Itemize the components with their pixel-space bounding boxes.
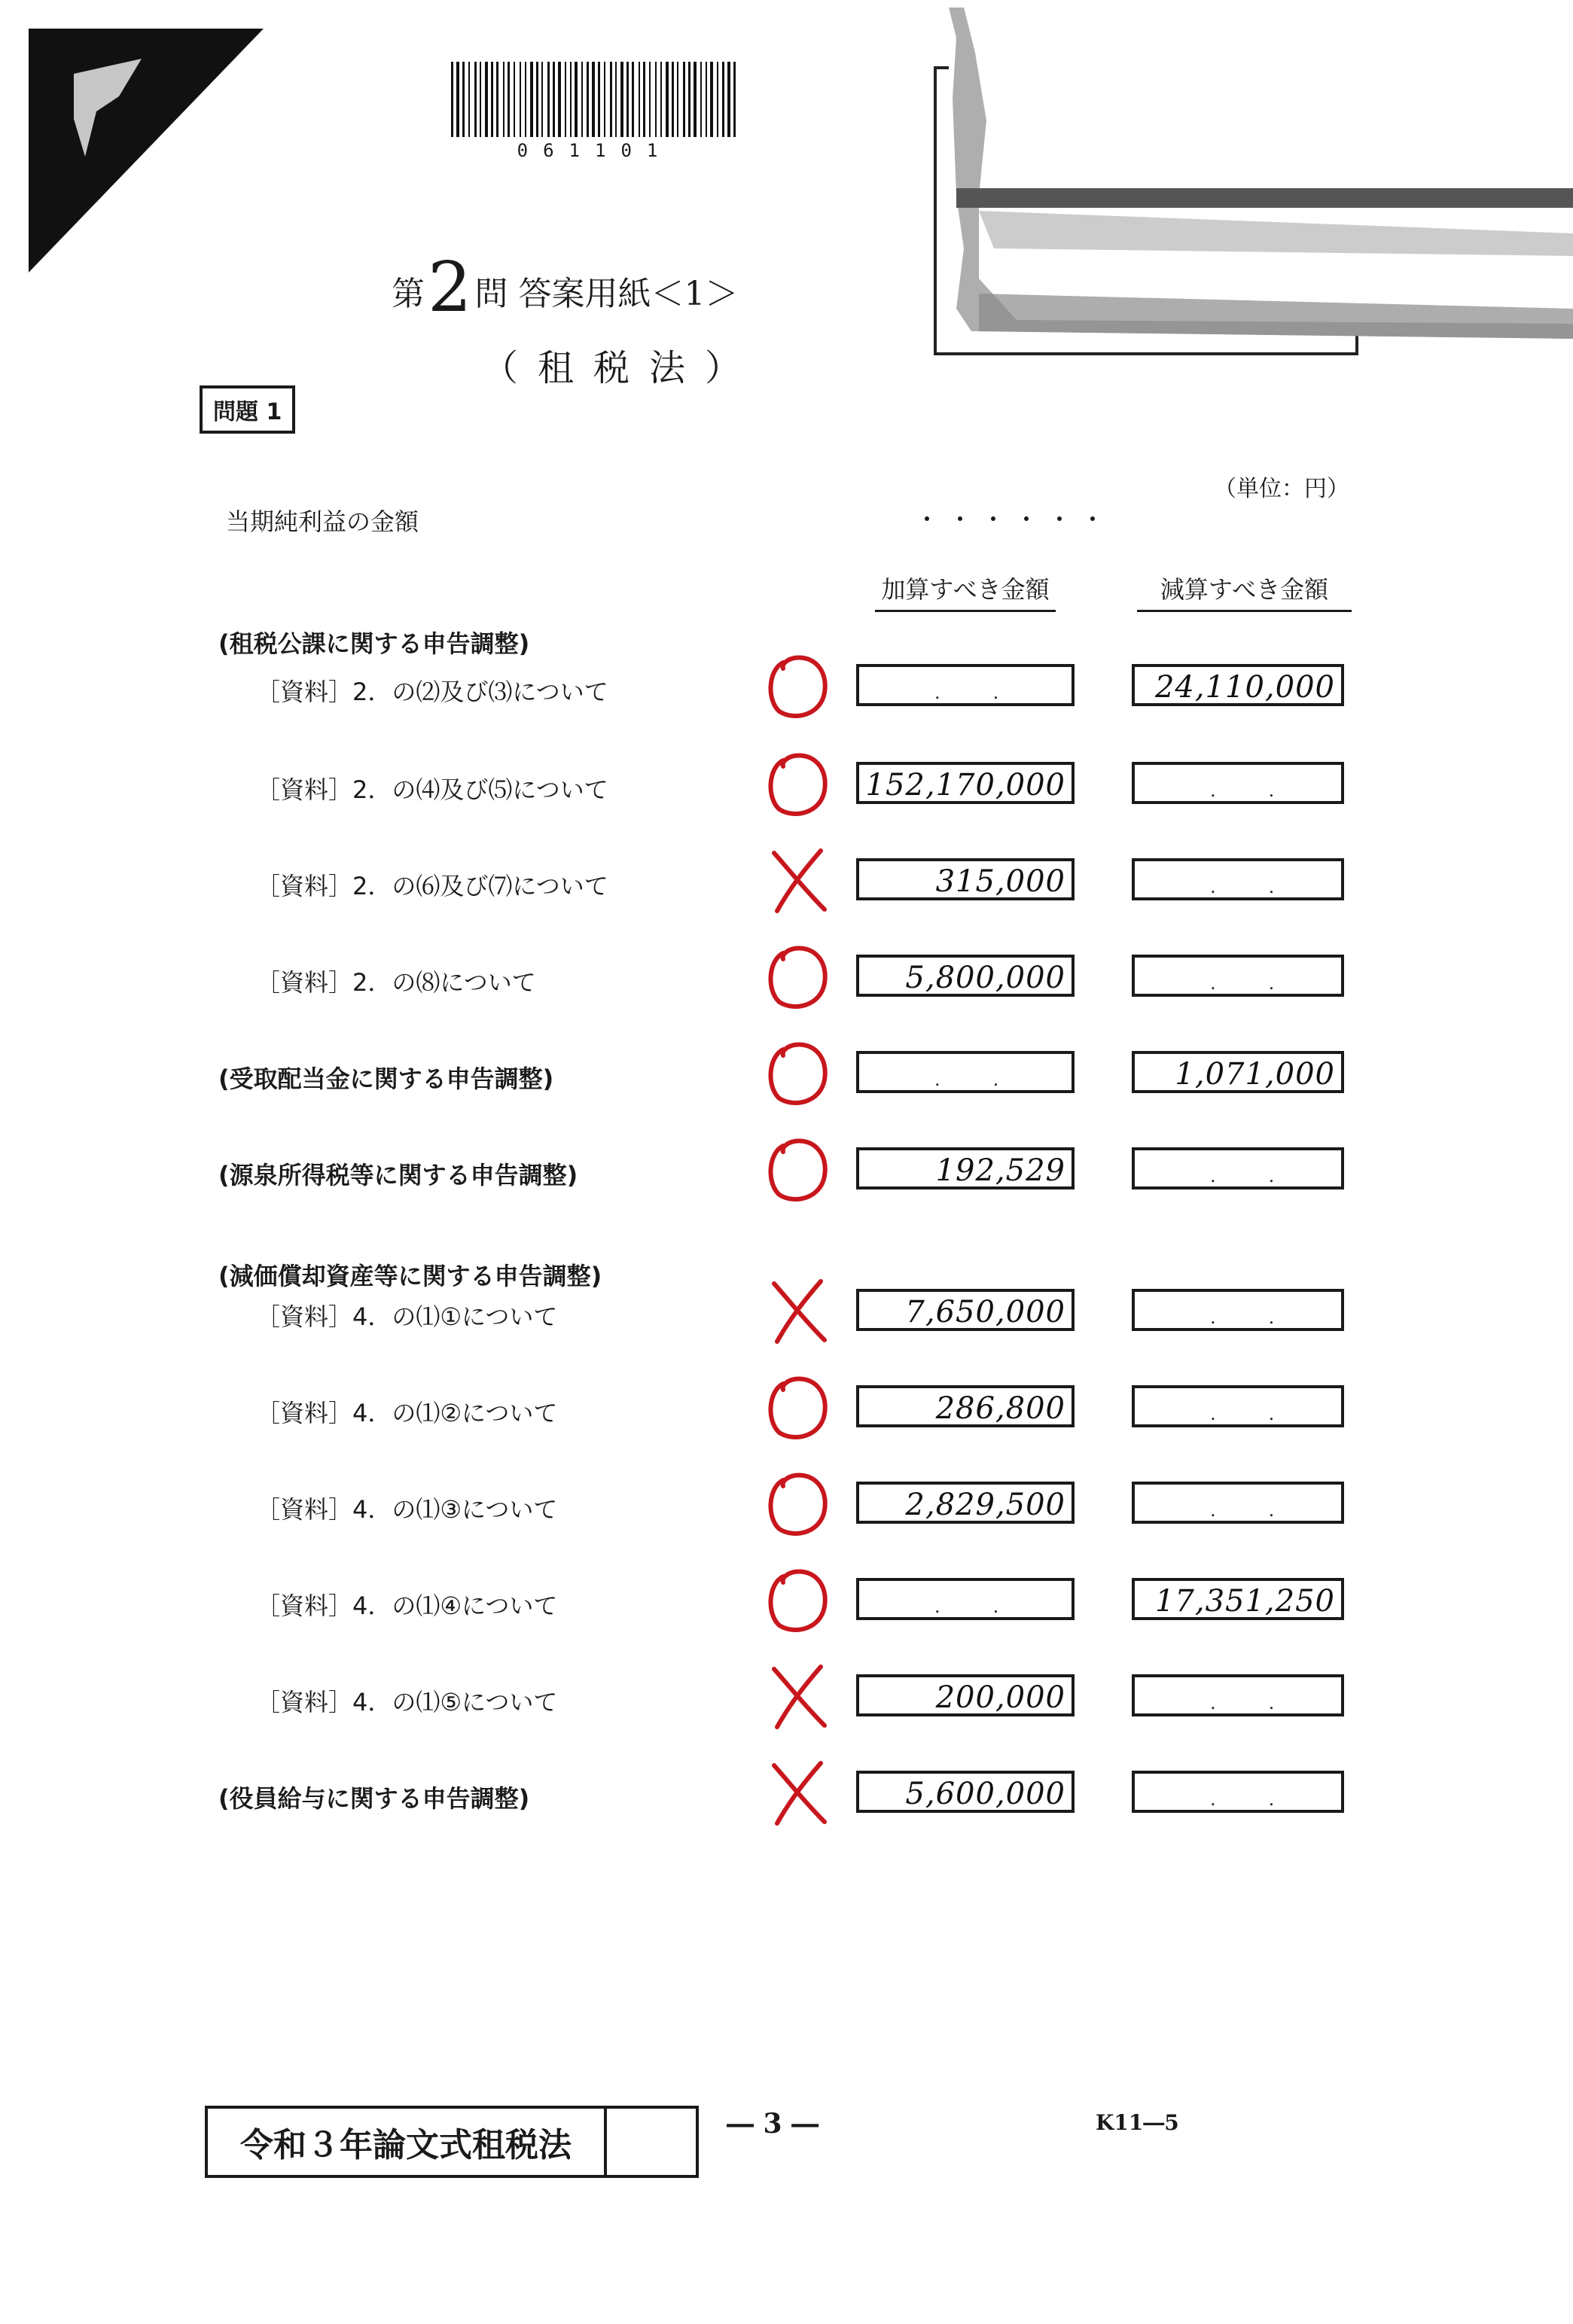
question-number: 2: [428, 247, 472, 327]
comma-guides: ..: [934, 1069, 1052, 1090]
add-amount-field[interactable]: [856, 1289, 1075, 1331]
subtract-amount-field[interactable]: [1132, 664, 1344, 706]
row-label: ［資料］2．の⑻について: [256, 968, 536, 997]
row-label: ［資料］4．の⑴④について: [256, 1591, 558, 1620]
handwritten-amount: 286,800: [935, 1391, 1065, 1426]
handwritten-amount: 5,800,000: [905, 961, 1065, 995]
problem-label: 問題 1: [200, 385, 295, 434]
subtract-amount-field[interactable]: [1132, 1482, 1344, 1524]
comma-guides: ..: [1210, 1789, 1328, 1810]
handwritten-amount: 192,529: [935, 1153, 1065, 1188]
correct-mark-icon: [761, 1561, 836, 1637]
comma-guides: ..: [934, 682, 1052, 703]
correct-mark-icon: [761, 1369, 836, 1444]
incorrect-mark-icon: [761, 1754, 836, 1829]
comma-guides: ..: [1210, 1692, 1328, 1713]
correct-mark-icon: [761, 647, 836, 723]
subtract-amount-field[interactable]: [1132, 1289, 1344, 1331]
comma-guides: ..: [934, 1596, 1052, 1617]
add-amount-field[interactable]: [856, 1482, 1075, 1524]
add-amount-field[interactable]: [856, 1051, 1075, 1093]
page-number: ― 3 ―: [727, 2108, 819, 2140]
add-amount-field[interactable]: [856, 955, 1075, 997]
subtract-amount-field[interactable]: [1132, 762, 1344, 804]
comma-guides: ..: [1210, 1165, 1328, 1186]
barcode-number: 061101: [517, 140, 673, 161]
row-label: (減価償却資産等に関する申告調整): [218, 1262, 602, 1290]
comma-guides: ..: [1210, 1403, 1328, 1424]
handwritten-amount: 315,000: [935, 864, 1065, 899]
add-amount-field[interactable]: [856, 1147, 1075, 1189]
add-amount-field[interactable]: [856, 1578, 1075, 1620]
answer-sheet-title: [392, 241, 739, 327]
subtract-amount-field[interactable]: [1132, 858, 1344, 900]
row-label: (租税公課に関する申告調整): [218, 629, 530, 658]
subject-subtitle: （租税法）: [482, 347, 761, 389]
handwritten-amount: 1,071,000: [1175, 1057, 1335, 1092]
row-label: ［資料］4．の⑴⑤について: [256, 1688, 558, 1716]
add-amount-field[interactable]: [856, 762, 1075, 804]
row-label: ［資料］4．の⑴①について: [256, 1302, 558, 1331]
comma-guides: ..: [1210, 1500, 1328, 1521]
title-prefix: 第: [392, 275, 425, 313]
subtract-amount-field[interactable]: [1132, 1578, 1344, 1620]
add-amount-field[interactable]: [856, 1385, 1075, 1427]
row-label: ［資料］2．の⑹及び⑺について: [256, 872, 608, 900]
subtract-amount-field[interactable]: [1132, 1147, 1344, 1189]
incorrect-mark-icon: [761, 1658, 836, 1733]
correct-mark-icon: [761, 1034, 836, 1110]
handwritten-amount: 17,351,250: [1154, 1584, 1335, 1619]
subtract-amount-field[interactable]: [1132, 1051, 1344, 1093]
net-income-dots: ・・・・・・: [915, 505, 1114, 534]
incorrect-mark-icon: [761, 1272, 836, 1348]
handwritten-amount: 5,600,000: [905, 1777, 1065, 1811]
correct-mark-icon: [761, 938, 836, 1013]
column-header-subtract: 減算すべき金額: [1137, 571, 1352, 612]
row-label: ［資料］4．の⑴③について: [256, 1495, 558, 1524]
row-label: ［資料］4．の⑴②について: [256, 1399, 558, 1427]
subtract-amount-field[interactable]: [1132, 955, 1344, 997]
row-label: (源泉所得税等に関する申告調整): [218, 1161, 578, 1189]
add-amount-field[interactable]: [856, 858, 1075, 900]
row-label: (受取配当金に関する申告調整): [218, 1065, 554, 1093]
add-amount-field[interactable]: [856, 664, 1075, 706]
incorrect-mark-icon: [761, 842, 836, 917]
comma-guides: ..: [1210, 876, 1328, 897]
comma-guides: ..: [1210, 1307, 1328, 1328]
correct-mark-icon: [761, 1131, 836, 1206]
corner-mark: [29, 29, 264, 273]
comma-guides: ..: [1210, 973, 1328, 994]
document-code: K11―5: [1096, 2110, 1179, 2135]
exam-title: 令和３年論文式租税法: [208, 2109, 607, 2175]
handwritten-amount: 152,170,000: [865, 768, 1065, 803]
row-label: (役員給与に関する申告調整): [218, 1784, 530, 1813]
subtract-amount-field[interactable]: [1132, 1385, 1344, 1427]
barcode: [448, 62, 742, 137]
footer-title-box: [205, 2106, 699, 2178]
row-label: ［資料］2．の⑵及び⑶について: [256, 678, 608, 706]
handwritten-amount: 2,829,500: [905, 1488, 1065, 1522]
subtract-amount-field[interactable]: [1132, 1771, 1344, 1813]
add-amount-field[interactable]: [856, 1674, 1075, 1716]
handwritten-amount: 24,110,000: [1154, 670, 1335, 705]
unit-label: （単位：円）: [1214, 476, 1349, 502]
handwritten-amount: 7,650,000: [905, 1295, 1065, 1330]
handwritten-amount: 200,000: [935, 1680, 1065, 1715]
scanned-stamp-area: [934, 8, 1573, 361]
column-header-add: 加算すべき金額: [875, 571, 1056, 612]
add-amount-field[interactable]: [856, 1771, 1075, 1813]
title-suffix: 問 答案用紙＜1＞: [474, 275, 739, 313]
correct-mark-icon: [761, 745, 836, 821]
correct-mark-icon: [761, 1465, 836, 1540]
comma-guides: ..: [1210, 780, 1328, 801]
subtract-amount-field[interactable]: [1132, 1674, 1344, 1716]
net-income-label: 当期純利益の金額: [226, 507, 419, 536]
row-label: ［資料］2．の⑷及び⑸について: [256, 775, 608, 804]
